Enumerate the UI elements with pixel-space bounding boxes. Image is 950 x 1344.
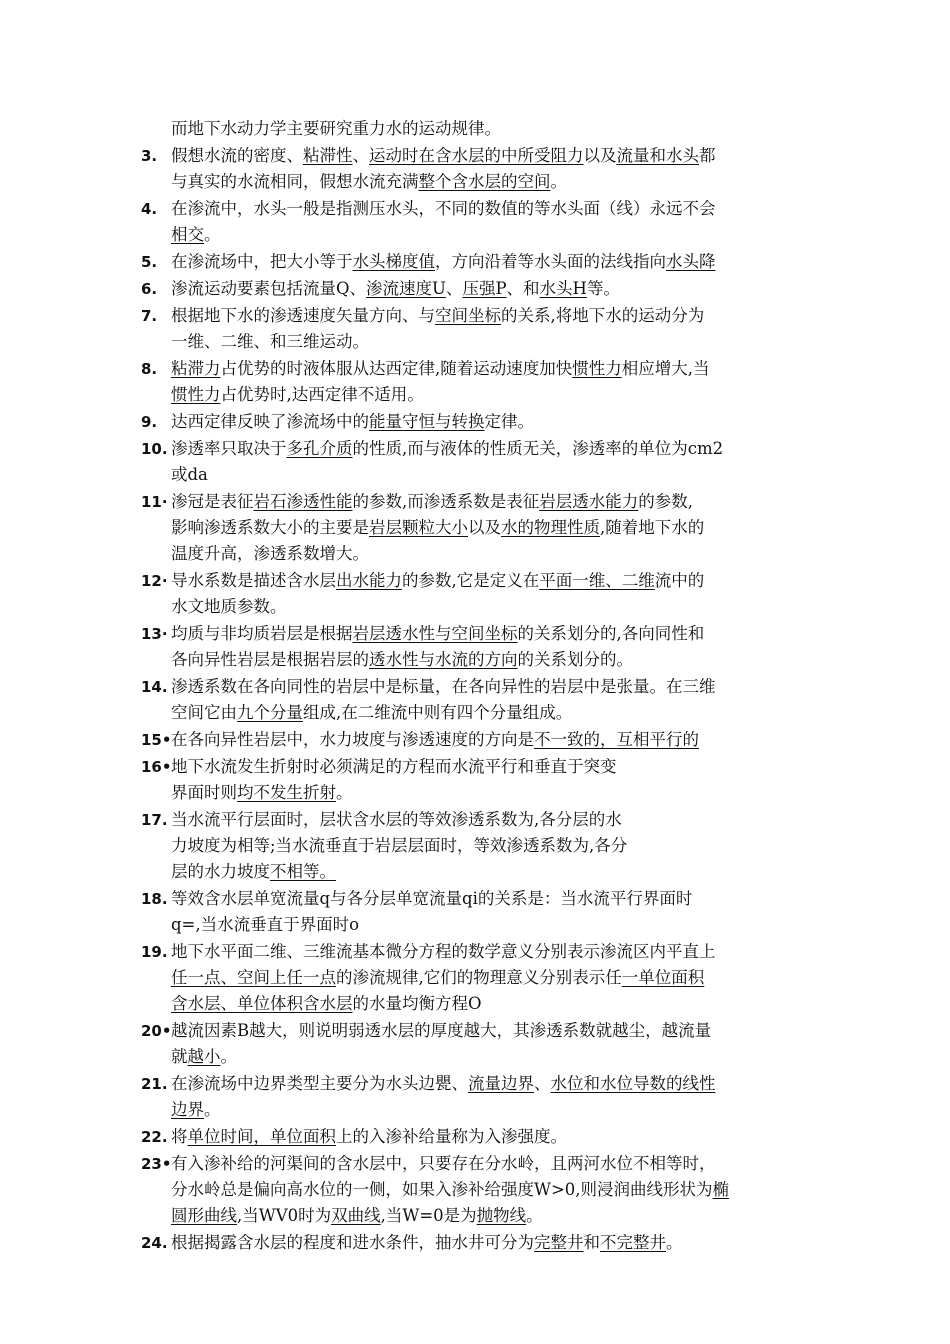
text-line <box>171 727 821 753</box>
text-line <box>171 515 821 541</box>
text-segment: 将 <box>171 1127 188 1146</box>
underlined-answer: 出水能力 <box>336 571 402 590</box>
text-line <box>171 329 821 355</box>
underlined-answer: 压强P <box>462 279 507 298</box>
text-line <box>171 1124 821 1150</box>
underlined-answer: 粘滞性 <box>303 146 353 165</box>
list-item <box>141 621 821 673</box>
text-segment: 。 <box>204 225 221 244</box>
text-segment: 地下水流发生折射时必须满足的方程而水流平行和垂直于突变 <box>171 757 617 776</box>
item-text <box>171 621 821 673</box>
text-segment: 、 <box>445 279 463 298</box>
item-number: 12· <box>141 572 168 590</box>
text-segment: 与真实的水流相同，假想水流充满 <box>171 172 419 191</box>
text-line <box>171 249 821 275</box>
underlined-answer: 岩石渗透性能 <box>253 492 353 511</box>
underlined-answer: 不一致的，互相平行的 <box>534 730 699 749</box>
text-segment: 的参数, <box>638 492 693 511</box>
text-line <box>171 276 821 302</box>
text-segment: 的水量均衡方程O <box>352 994 482 1013</box>
text-segment: ,当W=0是为 <box>380 1206 477 1225</box>
text-segment: 渗透系数在各向同性的岩层中是标量，在各向异性的岩层中是张量。在三维 <box>171 677 716 696</box>
text-segment: 等效含水层单宽流量q与各分层单宽流量qi的关系是：当水流平行界面时 <box>171 889 693 908</box>
text-segment: ，方向沿着等水头面的法线指向 <box>435 252 666 271</box>
text-line <box>171 143 821 169</box>
item-number: 21. <box>141 1075 168 1093</box>
item-number: 8. <box>141 360 158 378</box>
item-text <box>171 674 821 726</box>
text-segment: 。 <box>666 1233 683 1252</box>
underlined-answer: 运动时在含水层的中所受阻力 <box>369 146 584 165</box>
underlined-answer: 均不发生折射 <box>237 783 336 802</box>
text-segment: 根据地下水的渗透速度矢量方向、与 <box>171 306 435 325</box>
item-number: 10. <box>141 440 168 458</box>
item-number: 24. <box>141 1234 168 1252</box>
text-line <box>171 356 821 382</box>
list-item <box>141 939 821 1017</box>
list-item <box>141 886 821 938</box>
text-segment: 在各向异性岩层中，水力坡度与渗透速度的方向是 <box>171 730 534 749</box>
underlined-answer: 透水性与水流的方向 <box>369 650 518 669</box>
underlined-answer: 水头降 <box>666 252 716 271</box>
item-number: 14. <box>141 678 168 696</box>
text-segment: 的参数,它是定义在 <box>402 571 540 590</box>
text-segment: 在渗流场中边界类型主要分为水头边甖、 <box>171 1074 468 1093</box>
text-segment: 。 <box>336 783 353 802</box>
list-item <box>141 727 821 753</box>
text-segment: 空间它由 <box>171 703 237 722</box>
item-text <box>171 436 821 488</box>
text-line <box>171 859 821 885</box>
underlined-answer: 双曲线 <box>331 1206 381 1225</box>
text-line <box>171 939 821 965</box>
text-line <box>171 621 821 647</box>
item-text <box>171 1124 821 1150</box>
item-number: 15• <box>141 731 172 749</box>
item-number: 7. <box>141 307 158 325</box>
text-segment: 分水岭总是偏向高水位的一侧，如果入渗补给强度W>0,则浸润曲线形状为 <box>171 1180 713 1199</box>
item-number: 5. <box>141 253 158 271</box>
underlined-answer: 岩层颗粒大小 <box>369 518 468 537</box>
list-item <box>141 568 821 620</box>
text-segment: 在渗流场中，把大小等于 <box>171 252 353 271</box>
text-segment: 占优势的时液体服从达西定律,随着运动速度加快 <box>220 359 573 378</box>
text-line <box>171 462 821 488</box>
text-segment: 、 <box>534 1074 551 1093</box>
item-number: 11· <box>141 493 168 511</box>
item-number: 4. <box>141 200 158 218</box>
underlined-answer: 渗流速度U <box>366 279 446 298</box>
text-segment: 以及 <box>583 146 617 165</box>
text-segment: 、和 <box>506 279 540 298</box>
text-line <box>171 382 821 408</box>
item-text <box>171 939 821 1017</box>
text-segment: 。 <box>204 1100 221 1119</box>
underlined-answer: 粘滞力 <box>171 359 221 378</box>
item-text <box>171 196 821 248</box>
underlined-answer: 多孔介质 <box>286 439 353 458</box>
list-item <box>141 409 821 435</box>
text-segment: 的性质,而与液体的性质无关，渗透率的单位为cm2 <box>352 439 724 458</box>
text-line <box>171 222 821 248</box>
item-number: 22. <box>141 1128 168 1146</box>
text-line <box>171 1203 821 1229</box>
text-segment: 一维、二维、和三维运动。 <box>171 332 369 351</box>
text-line <box>171 1097 821 1123</box>
underlined-answer: 任一点、空间上任一点 <box>171 968 336 987</box>
text-segment: 渗冠是表征 <box>171 492 254 511</box>
text-line <box>171 489 821 515</box>
item-text <box>171 356 821 408</box>
underlined-answer: 圆形曲线 <box>171 1206 237 1225</box>
list-item <box>141 276 821 302</box>
text-line <box>171 594 821 620</box>
underlined-answer: 不完整井 <box>600 1233 666 1252</box>
underlined-answer: 单位时间，单位面积 <box>187 1127 336 1146</box>
text-segment: 影响渗透系数大小的主要是 <box>171 518 369 537</box>
text-segment: 都 <box>699 146 716 165</box>
text-line <box>171 1230 821 1256</box>
text-line <box>171 674 821 700</box>
underlined-answer: 一单位面积 <box>621 968 705 987</box>
question-list <box>141 116 821 1257</box>
item-text <box>171 303 821 355</box>
underlined-answer: 流量边界 <box>468 1074 534 1093</box>
underlined-answer: 惯性力 <box>572 359 622 378</box>
text-segment: 温度升高，渗透系数增大。 <box>171 544 369 563</box>
item-text <box>171 1230 821 1256</box>
text-segment: 组成,在二维流中则有四个分量组成。 <box>303 703 573 722</box>
list-item <box>141 1071 821 1123</box>
item-number: 16• <box>141 758 172 776</box>
text-segment: 。 <box>550 172 567 191</box>
item-text <box>171 143 821 195</box>
text-segment: ,当WV0时为 <box>237 1206 332 1225</box>
list-item <box>141 1151 821 1229</box>
text-segment: 。 <box>526 1206 543 1225</box>
text-line <box>171 568 821 594</box>
text-line <box>171 436 821 462</box>
text-segment: 当水流平行层面时，层状含水层的等效渗透系数为,各分层的水 <box>171 810 622 829</box>
list-item <box>141 674 821 726</box>
text-line <box>171 1044 821 1070</box>
underlined-answer: 岩层透水性与空间坐标 <box>352 624 518 643</box>
text-segment: 的参数,而渗透系数是表征 <box>352 492 540 511</box>
text-line <box>171 409 821 435</box>
item-number: 19. <box>141 943 168 961</box>
text-segment: 各向异性岩层是根据岩层的 <box>171 650 369 669</box>
text-line <box>171 991 821 1017</box>
underlined-answer: 平面一维、二维 <box>539 571 655 590</box>
underlined-answer: 越小 <box>187 1047 221 1066</box>
item-text <box>171 249 821 275</box>
text-segment: 等。 <box>586 279 620 298</box>
list-item <box>141 754 821 806</box>
text-segment: 、 <box>352 146 369 165</box>
list-item <box>141 1230 821 1256</box>
text-line <box>171 303 821 329</box>
item-text <box>171 1018 821 1070</box>
underlined-answer: 含水层、单位体积含水层 <box>171 994 353 1013</box>
item-text <box>171 886 821 938</box>
underlined-answer: 水位和水位导数的线性 <box>550 1074 716 1093</box>
text-segment: 的关系,将地下水的运动分为 <box>501 306 705 325</box>
text-segment: 的关系划分的,各向同性和 <box>517 624 705 643</box>
text-segment: 流中的 <box>654 571 705 590</box>
item-number: 23• <box>141 1155 172 1173</box>
text-segment: 相应增大,当 <box>621 359 710 378</box>
list-item <box>141 1124 821 1150</box>
text-segment: 有入渗补给的河渠间的含水层中，只要存在分水岭，且两河水位不相等时， <box>171 1154 716 1173</box>
text-line <box>171 541 821 567</box>
text-segment: 达西定律反映了渗流场中的 <box>171 412 369 431</box>
item-text <box>171 754 821 806</box>
text-segment: 渗流运动要素包括流量Q、 <box>171 279 367 298</box>
underlined-answer: 椭 <box>712 1180 730 1199</box>
text-segment: 层的水力坡度 <box>171 862 270 881</box>
underlined-answer: 九个分量 <box>237 703 303 722</box>
text-line <box>171 196 821 222</box>
text-segment: 力坡度为相等;当水流垂直于岩层层面时，等效渗透系数为,各分 <box>171 836 628 855</box>
list-item <box>141 807 821 885</box>
item-number: 20• <box>141 1022 172 1040</box>
item-number: 17. <box>141 811 168 829</box>
text-segment: 定律。 <box>484 412 534 431</box>
text-line <box>171 647 821 673</box>
text-segment: 根据揭露含水层的程度和进水条件，抽水井可分为 <box>171 1233 534 1252</box>
text-segment: 以及 <box>468 518 501 537</box>
text-line <box>171 965 821 991</box>
text-segment: 地下水平面二维、三维流基本微分方程的数学意义分别表示渗流区内平直上 <box>171 942 716 961</box>
list-item <box>141 196 821 248</box>
underlined-answer: 能量守恒与转换 <box>369 412 485 431</box>
text-segment: 界面时则 <box>171 783 237 802</box>
item-number: 18. <box>141 890 168 908</box>
text-line <box>171 833 821 859</box>
text-segment: 的关系划分的。 <box>517 650 633 669</box>
list-item <box>141 436 821 488</box>
item-text <box>171 489 821 567</box>
text-line <box>171 1018 821 1044</box>
list-item <box>141 303 821 355</box>
text-line <box>171 169 821 195</box>
text-segment: 渗透率只取决于 <box>171 439 287 458</box>
text-segment: 在渗流中，水头一般是指测压水头，不同的数值的等水头面（线）永远不会 <box>171 199 716 218</box>
list-item <box>141 116 821 142</box>
item-text <box>171 1151 821 1229</box>
text-segment: 占优势时,达西定律不适用。 <box>220 385 424 404</box>
text-line <box>171 116 821 142</box>
item-number: 6. <box>141 280 158 298</box>
item-number: 13· <box>141 625 168 643</box>
underlined-answer: 水头梯度值 <box>352 252 435 271</box>
underlined-answer: 相交 <box>171 225 204 244</box>
item-number <box>141 116 171 142</box>
underlined-answer: 流量和水头 <box>616 146 699 165</box>
text-segment: 的渗流规律,它们的物理意义分别表示任 <box>336 968 622 987</box>
underlined-answer: 岩层透水能力 <box>539 492 639 511</box>
underlined-answer: 不相等。 <box>270 862 336 881</box>
text-line <box>171 780 821 806</box>
list-item <box>141 489 821 567</box>
text-line <box>171 912 821 938</box>
text-line <box>171 807 821 833</box>
item-number: 9. <box>141 413 158 431</box>
text-segment: 越流因素B越大，则说明弱透水层的厚度越大，其渗透系数就越尘，越流量 <box>171 1021 712 1040</box>
text-segment: 导水系数是描述含水层 <box>171 571 336 590</box>
text-segment: 上的入渗补给量称为入渗强度。 <box>336 1127 567 1146</box>
text-segment: 假想水流的密度、 <box>171 146 303 165</box>
underlined-answer: 整个含水层的空间 <box>418 172 551 191</box>
item-text <box>171 807 821 885</box>
underlined-answer: 边界 <box>171 1100 204 1119</box>
text-segment: 而地下水动力学主要研究重力水的运动规律。 <box>171 119 501 138</box>
list-item <box>141 1018 821 1070</box>
text-segment: 或da <box>171 465 208 484</box>
item-number: 3. <box>141 147 158 165</box>
text-segment: 。 <box>220 1047 237 1066</box>
text-segment: 就 <box>171 1047 188 1066</box>
item-text <box>171 568 821 620</box>
text-line <box>171 754 821 780</box>
text-segment: 水文地质参数。 <box>171 597 287 616</box>
text-segment: 和 <box>583 1233 600 1252</box>
item-text <box>171 116 821 142</box>
list-item <box>141 143 821 195</box>
list-item <box>141 249 821 275</box>
item-text <box>171 1071 821 1123</box>
underlined-answer: 完整井 <box>534 1233 584 1252</box>
list-item <box>141 356 821 408</box>
text-line <box>171 700 821 726</box>
underlined-answer: 惯性力 <box>171 385 221 404</box>
underlined-answer: 空间坐标 <box>435 306 501 325</box>
underlined-answer: 抛物线 <box>476 1206 527 1225</box>
text-segment: q=,当水流垂直于界面时o <box>171 915 360 934</box>
item-text <box>171 409 821 435</box>
item-text <box>171 276 821 302</box>
text-line <box>171 1071 821 1097</box>
text-line <box>171 886 821 912</box>
underlined-answer: 水的物理性质 <box>501 518 600 537</box>
text-segment: ,随着地下水的 <box>600 518 705 537</box>
underlined-answer: 水头H <box>539 279 587 298</box>
text-line <box>171 1151 821 1177</box>
text-line <box>171 1177 821 1203</box>
item-text <box>171 727 821 753</box>
text-segment: 均质与非均质岩层是根据 <box>171 624 353 643</box>
